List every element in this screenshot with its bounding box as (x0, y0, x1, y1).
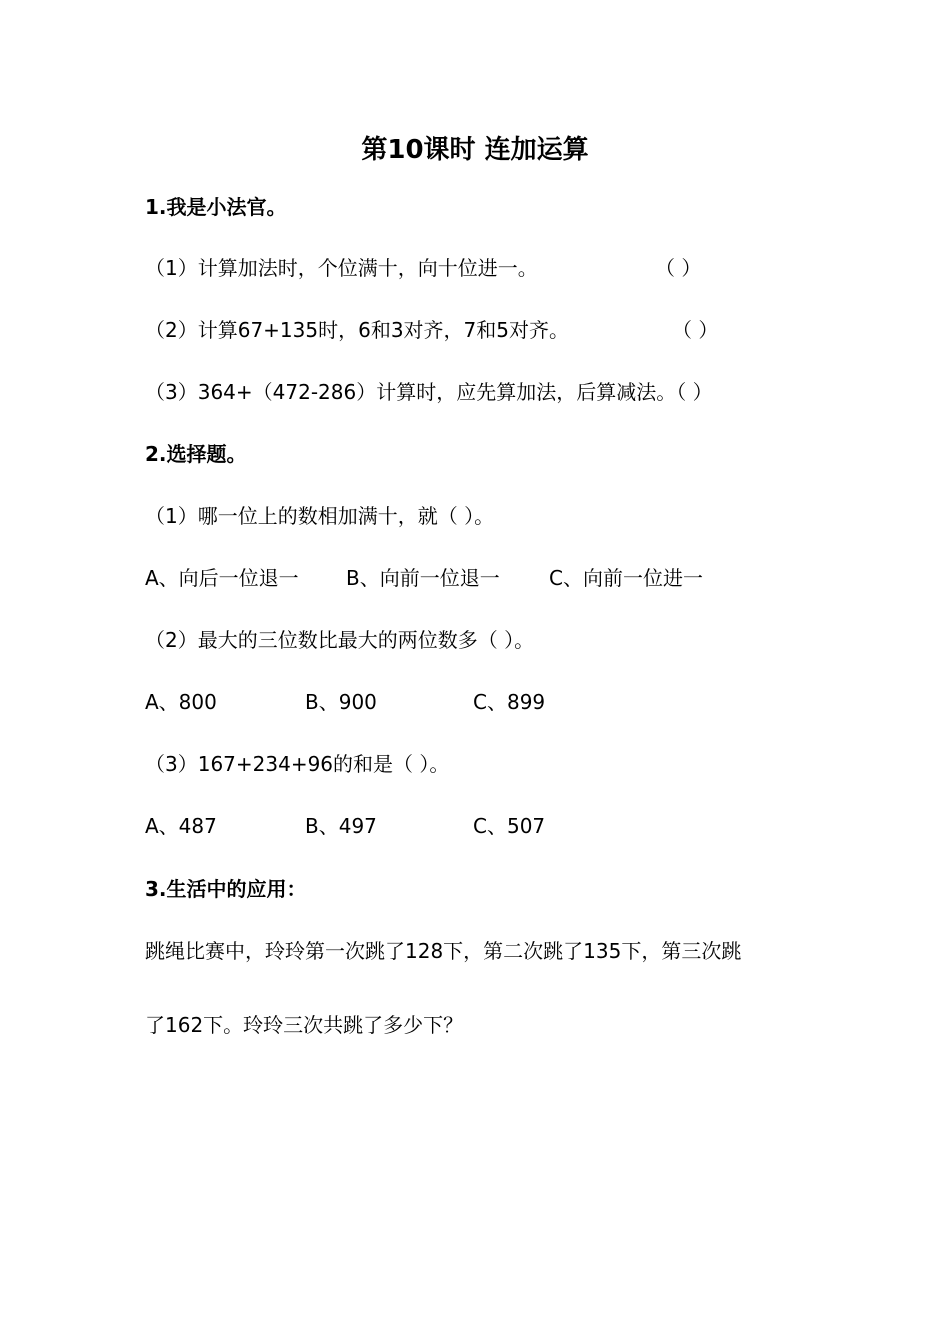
section-1-item-2: （2）计算67+135时，6和3对齐，7和5对齐。 (145, 318, 570, 342)
word-problem-line-2: 了162下。玲玲三次共跳了多少下？ (145, 1013, 464, 1037)
section-1-item-3: （3）364+（472-286）计算时，应先算加法，后算减法。（ ） (145, 380, 713, 404)
question-2-option-b[interactable]: B、900 (305, 690, 377, 714)
page-title: 第10课时 连加运算 (361, 135, 589, 165)
question-1-option-b[interactable]: B、向前一位退一 (346, 566, 500, 590)
section-1-heading: 1.我是小法官。 (145, 195, 287, 219)
question-3-option-c[interactable]: C、507 (473, 814, 546, 838)
section-2-heading: 2.选择题。 (145, 442, 247, 466)
section-3-heading: 3.生活中的应用： (145, 877, 307, 901)
question-1-option-a[interactable]: A、向后一位退一 (145, 566, 299, 590)
word-problem-line-1: 跳绳比赛中，玲玲第一次跳了128下，第二次跳了135下，第三次跳 (145, 939, 742, 963)
section-1-item-1-blank[interactable]: （ ） (655, 256, 702, 280)
question-2-option-c[interactable]: C、899 (473, 690, 546, 714)
question-2: （2）最大的三位数比最大的两位数多（ ）。 (145, 628, 535, 652)
question-2-option-a[interactable]: A、800 (145, 690, 217, 714)
question-3: （3）167+234+96的和是（ ）。 (145, 752, 450, 776)
question-3-option-a[interactable]: A、487 (145, 814, 217, 838)
section-1-item-1: （1）计算加法时，个位满十，向十位进一。 (145, 256, 538, 280)
question-3-option-b[interactable]: B、497 (305, 814, 377, 838)
section-1-item-2-blank[interactable]: （ ） (672, 318, 719, 342)
question-1: （1）哪一位上的数相加满十，就（ ）。 (145, 504, 495, 528)
question-1-option-c[interactable]: C、向前一位进一 (549, 566, 703, 590)
